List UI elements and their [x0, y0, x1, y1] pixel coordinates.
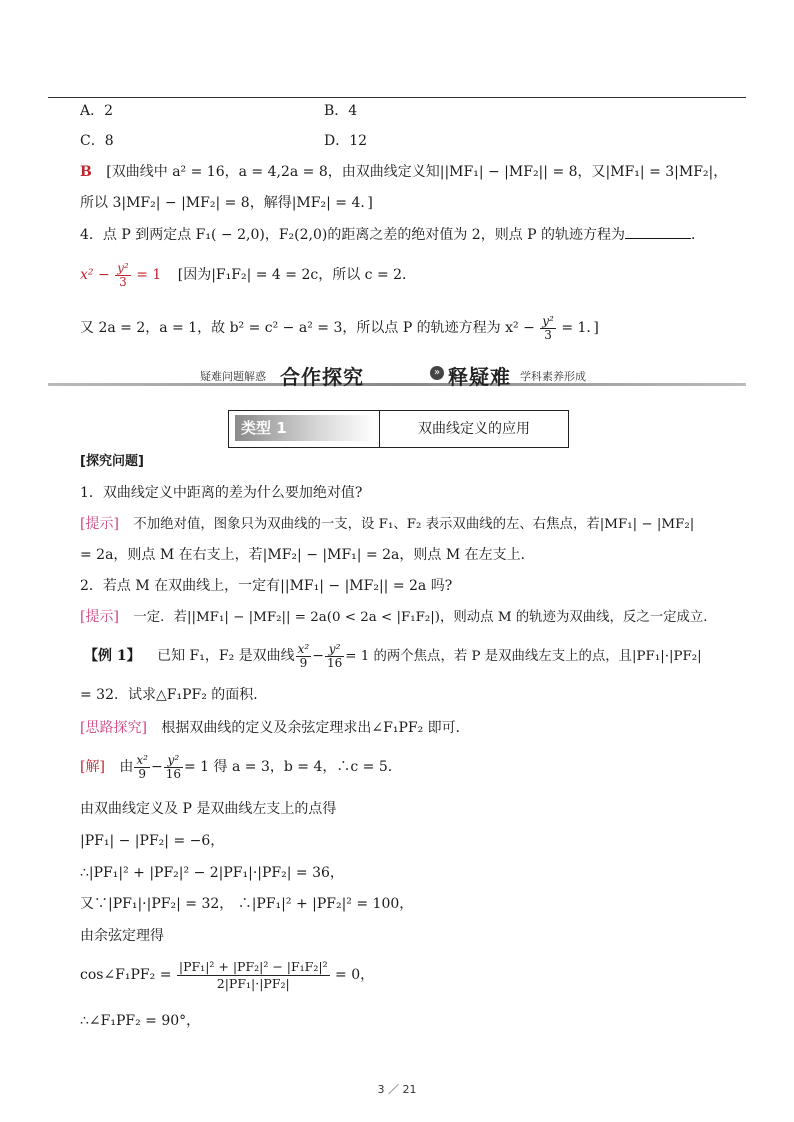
solution-frac-2: [164, 754, 183, 781]
cos-pre: cos∠F₁PF₂ =: [80, 967, 172, 983]
solution-minus: −: [150, 759, 163, 775]
answer-4-line2-fraction: [540, 315, 556, 342]
answer-4-line2-pre: 又 2a = 2，a = 1，故 b² = c² − a² = 3，所以点 P 的轨迹方程为 x² −: [80, 320, 535, 336]
hint-1-line2: = 2a，则点 M 在右支上，若|MF₂| − |MF₁| = 2a，则点 M 在左支上．: [80, 547, 535, 563]
cos-fraction: [177, 959, 330, 992]
page-number: 3 ／ 21: [377, 1083, 417, 1096]
answer-3-text: [双曲线中 a² = 16，a = 4,2a = 8，由双曲线定义知||MF₁| − |MF₂|| = 8，又|MF₁| = 3|MF₂|，: [106, 164, 728, 180]
type-title: 双曲线定义的应用: [418, 421, 530, 437]
type-box: [228, 410, 569, 448]
banner-right-text: 学科素养形成: [520, 370, 586, 383]
solution-step-5: 由余弦定理得: [80, 928, 164, 944]
banner-left-text: 疑难问题解惑: [200, 370, 266, 383]
solution-frac-2-den: 16: [165, 766, 181, 781]
answer-4-fraction: [115, 262, 131, 289]
thinking-text: 根据双曲线的定义及余弦定理求出∠F₁PF₂ 即可．: [161, 720, 470, 736]
solution-post: = 1 得 a = 3，b = 4，∴c = 5．: [183, 759, 402, 775]
solution-step-6: ∴∠F₁PF₂ = 90°，: [80, 1013, 201, 1029]
answer-4-line2-num: y²: [542, 313, 554, 328]
banner-rule: [48, 383, 746, 386]
answer-3-line1: [80, 162, 727, 182]
solution-line1: [80, 750, 402, 784]
answer-4-reason: [因为|F₁F₂| = 4 = 2c，所以 c = 2．: [177, 267, 417, 283]
solution-cosine: [80, 955, 374, 995]
solution-label: [解]: [80, 759, 105, 775]
example-frac-1-den: 9: [299, 655, 308, 670]
answer-4-line2: [80, 313, 599, 343]
answer-4-eq-post: = 1: [136, 267, 162, 283]
option-b: B．4: [324, 103, 358, 119]
solution-step-3: ∴|PF₁|² + |PF₂|² − 2|PF₁|·|PF₂| = 36，: [80, 865, 344, 881]
banner-arrow-icon: »: [430, 366, 444, 380]
solution-step-1: 由双曲线定义及 P 是双曲线左支上的点得: [80, 801, 337, 817]
explore-q1: 1．双曲线定义中距离的差为什么要加绝对值?: [80, 485, 363, 501]
example-frac-1: [296, 643, 312, 670]
question-4-end: ．: [691, 227, 706, 243]
example-frac-2-den: 16: [326, 655, 343, 670]
type-tag: 类型 1: [235, 415, 375, 441]
question-4: [80, 225, 705, 245]
solution-frac-1-den: 9: [138, 766, 146, 781]
example-line1: [84, 639, 702, 674]
cos-num: |PF₁|² + |PF₂|² − |F₁F₂|²: [178, 958, 328, 974]
example-frac-2: [325, 643, 344, 670]
answer-4-den: 3: [119, 274, 127, 289]
top-rule: [48, 97, 746, 98]
hint-2-label: [提示]: [80, 609, 119, 625]
section-banner: [48, 356, 746, 396]
answer-3-line2: 所以 3|MF₂| − |MF₂| = 8，解得|MF₂| = 4．]: [80, 195, 373, 211]
answer-4-eq-pre: x² −: [80, 267, 110, 283]
hint-1-line1: [80, 514, 694, 535]
solution-pre: 由: [119, 759, 134, 775]
example-minus: −: [312, 648, 324, 664]
answer-4-line2-den: 3: [544, 327, 552, 342]
hint-2-text: 一定．若||MF₁| − |MF₂|| = 2a(0 < 2a < |F₁F₂|)，则动点 M 的轨迹为双曲线，反之一定成立．: [133, 610, 717, 625]
banner-main-1: 合作探究: [280, 365, 364, 389]
cos-post: = 0，: [335, 967, 375, 983]
answer-letter: B: [80, 164, 92, 180]
answer-4-line2-post: = 1．]: [561, 320, 599, 336]
thinking-line: [80, 718, 470, 738]
solution-step-4: 又∵|PF₁|·|PF₂| = 32， ∴|PF₁|² + |PF₂|² = 100，: [80, 896, 414, 912]
answer-blank: [625, 225, 691, 239]
example-post: = 1 的两个焦点，若 P 是双曲线左支上的点，且|PF₁|·|PF₂|: [345, 649, 702, 664]
example-label: 【例 1】: [84, 648, 141, 664]
example-pre: 已知 F₁，F₂ 是双曲线: [157, 648, 295, 664]
hint-1-text: 不加绝对值，图象只为双曲线的一支，设 F₁、F₂ 表示双曲线的左、右焦点，若|MF₁| − |MF₂|: [133, 517, 695, 532]
option-a: A．2: [80, 103, 114, 119]
thinking-label: [思路探究]: [80, 720, 147, 736]
option-c: C．8: [80, 133, 114, 149]
option-d: D．12: [324, 133, 368, 149]
answer-4-num: y²: [117, 260, 129, 275]
example-frac-2-num: y²: [325, 643, 344, 657]
cos-den: 2|PF₁|·|PF₂|: [216, 975, 290, 991]
answer-4-line1: [80, 260, 416, 290]
banner-main-2: 释疑难: [448, 365, 511, 389]
solution-frac-1: [134, 754, 150, 781]
solution-frac-2-num: y²: [164, 754, 183, 768]
example-frac-1-num: x²: [297, 641, 310, 656]
hint-2: [80, 607, 717, 628]
solution-step-2: |PF₁| − |PF₂| = −6，: [80, 833, 225, 849]
explore-heading: [探究问题]: [80, 454, 144, 469]
question-4-text: 4．点 P 到两定点 F₁( − 2,0)，F₂(2,0)的距离之差的绝对值为 2，则点 P 的轨迹方程为: [80, 227, 626, 243]
example-line2: = 32．试求△F₁PF₂ 的面积．: [80, 687, 268, 703]
solution-frac-1-num: x²: [136, 752, 148, 767]
hint-1-label: [提示]: [80, 516, 119, 532]
explore-q2: 2．若点 M 在双曲线上，一定有||MF₁| − |MF₂|| = 2a 吗?: [80, 578, 453, 594]
